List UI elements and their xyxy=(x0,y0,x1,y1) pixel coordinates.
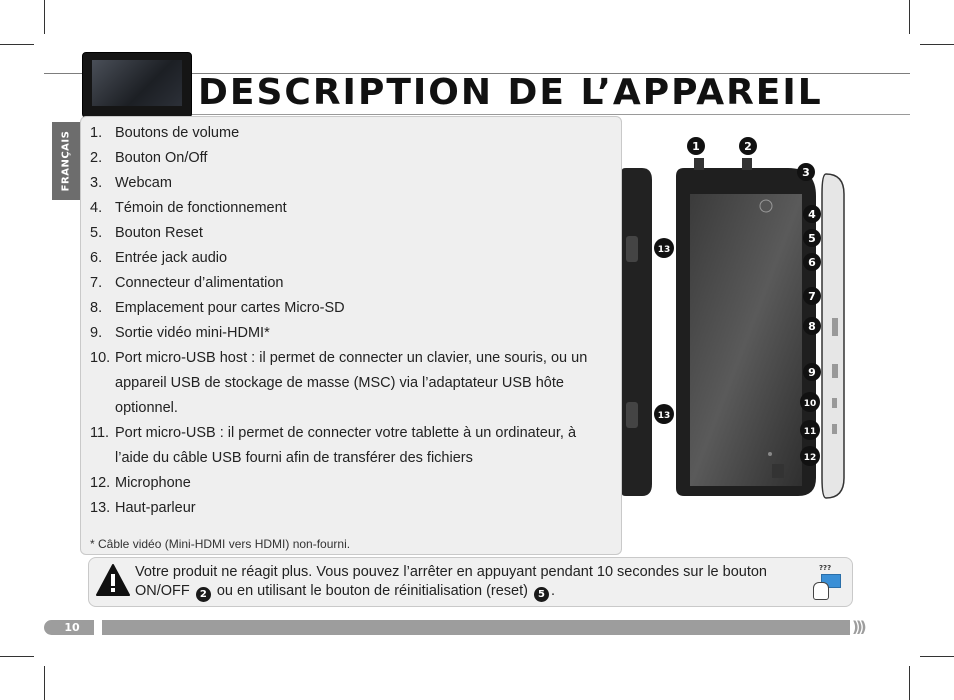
callout-label: 11 xyxy=(803,427,817,437)
list-item: 2. Bouton On/Off xyxy=(90,150,208,166)
list-item: 10. Port micro-USB host : il permet de connecter un clavier, une souris, ou un appareil USB de stockage de masse (MSC) via l’adaptateur USB hôte optionnel. xyxy=(90,350,588,416)
footnote: * Câble vidéo (Mini-HDMI vers HDMI) non-fourni. xyxy=(90,537,351,551)
list-item: 7. Connecteur d’alimentation xyxy=(90,275,284,291)
list-item: 11. Port micro-USB : il permet de connecter votre tablette à un ordinateur, à l’aide du câble USB fourni afin de transférer des fichiers xyxy=(90,425,577,466)
list-item: 4. Témoin de fonctionnement xyxy=(90,200,287,216)
tablet-thumbnail xyxy=(82,52,192,118)
callout-label: 6 xyxy=(808,256,816,269)
crop-mark xyxy=(44,666,45,700)
callout-label: 3 xyxy=(802,166,810,179)
power-button xyxy=(742,158,752,170)
volume-button xyxy=(694,158,704,170)
callout-label: 10 xyxy=(803,399,817,409)
callout-label: 9 xyxy=(808,366,816,379)
speaker-grille-icon xyxy=(626,402,638,428)
feature-list-panel xyxy=(80,116,622,555)
callout-label: 5 xyxy=(808,232,816,245)
crop-mark xyxy=(0,656,34,657)
page-number: 10 xyxy=(64,621,80,634)
device-illustration xyxy=(620,128,856,512)
port-icon xyxy=(772,464,784,478)
badge-reset-button: 5 xyxy=(534,587,549,602)
list-item: 9. Sortie vidéo mini-HDMI* xyxy=(90,325,270,341)
tablet-diagram xyxy=(620,128,856,512)
callout-label: 8 xyxy=(808,320,816,333)
footer-bar xyxy=(102,620,850,635)
title-underline xyxy=(190,114,910,115)
list-item: 5. Bouton Reset xyxy=(90,225,203,241)
warning-icon xyxy=(95,562,131,598)
callout-label: 7 xyxy=(808,290,816,303)
speaker-grille-icon xyxy=(626,236,638,262)
warning-text: Votre produit ne réagit plus. Vous pouvez l’arrêter en appuyant pendant 10 secondes sur le bouton ON/OFF 2 ou en utilisant le bouton de réinitialisation (reset) 5 . xyxy=(135,564,767,600)
webcam-icon xyxy=(760,200,772,212)
warning-panel xyxy=(88,557,853,607)
language-tab xyxy=(52,122,80,200)
page-title: DESCRIPTION DE L’APPAREIL xyxy=(198,72,823,113)
tablet-back-panel xyxy=(690,194,802,486)
list-item: 3. Webcam xyxy=(90,175,172,191)
usb-port xyxy=(832,398,837,408)
footer-end-marks: ))) xyxy=(852,618,864,636)
help-icon: ??? xyxy=(809,564,843,600)
list-item: 12. Microphone xyxy=(90,475,191,491)
callout-label: 12 xyxy=(803,453,817,463)
crop-mark xyxy=(909,666,910,700)
language-label: FRANÇAIS xyxy=(60,130,72,192)
feature-list xyxy=(81,121,621,521)
crop-mark xyxy=(44,0,45,34)
callout-label: 1 xyxy=(692,140,700,153)
list-item: 6. Entrée jack audio xyxy=(90,250,228,266)
tablet-side-left xyxy=(622,168,652,496)
crop-mark xyxy=(920,44,954,45)
callout-label: 4 xyxy=(808,208,816,221)
crop-mark xyxy=(0,44,34,45)
callout-label: 2 xyxy=(744,140,752,153)
list-item: 8. Emplacement pour cartes Micro-SD xyxy=(90,300,345,316)
list-item: 13. Haut-parleur xyxy=(90,500,196,516)
list-item: 1. Boutons de volume xyxy=(90,125,240,141)
sd-slot xyxy=(832,318,838,336)
crop-mark xyxy=(909,0,910,34)
usb-port xyxy=(832,424,837,434)
badge-power-button: 2 xyxy=(196,587,211,602)
crop-mark xyxy=(920,656,954,657)
hdmi-port xyxy=(832,364,838,378)
callout-label: 13 xyxy=(657,411,671,421)
microphone-hole xyxy=(768,452,772,456)
callout-label: 13 xyxy=(657,245,671,255)
